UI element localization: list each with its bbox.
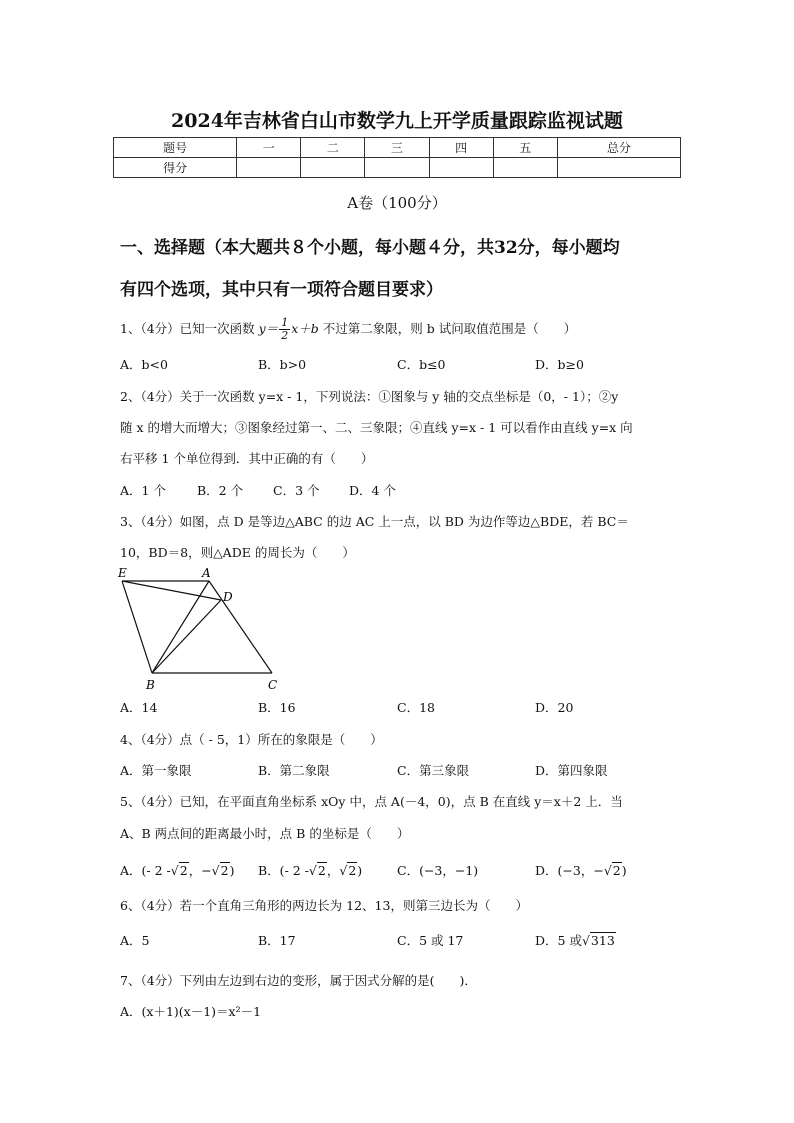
q5-opt-d-pre: D．(−3，− (535, 863, 604, 878)
q5-opt-b-sqrt2: 2 (348, 863, 357, 878)
q4-option-d: D．第四象限 (535, 763, 608, 778)
score-input-cell (301, 158, 365, 178)
segment-bd (152, 600, 221, 673)
question-6-line1: 6、（4分）若一个直角三角形的两边长为 12、13，则第三边长为（ ） (120, 898, 528, 913)
table-cell: 三 (365, 138, 429, 158)
q1-frac-num: 1 (281, 316, 289, 329)
question-5-line2: A、B 两点间的距离最小时，点 B 的坐标是（ ） (120, 826, 410, 841)
part1-heading-line2: 有四个选项，其中只有一项符合题目要求） (120, 280, 443, 300)
q3-option-c: C．18 (397, 700, 435, 715)
segment-ac (209, 581, 272, 673)
score-input-cell (365, 158, 429, 178)
q6-option-c: C．5 或 17 (397, 933, 464, 948)
q5-opt-b-pre: B．(- 2 - (258, 863, 309, 878)
q7-option-a: A．(x＋1)(x－1)＝x²－1 (120, 1004, 262, 1019)
q5-option-c: C．(−3，−1) (397, 863, 479, 878)
table-cell: 得分 (114, 158, 237, 178)
q3-figure (112, 563, 287, 693)
q5-opt-d-sqrt: 2 (612, 863, 621, 878)
q5-opt-b-sqrt1: 2 (317, 863, 326, 878)
question-3-line2: 10，BD＝8，则△ADE 的周长为（ ） (120, 545, 355, 560)
q1-y-eq: y＝ (258, 321, 279, 336)
score-input-cell (429, 158, 493, 178)
label-a: A (202, 566, 211, 580)
question-7-line1: 7、（4分）下列由左边到右边的变形，属于因式分解的是( )． (120, 973, 477, 988)
page-title: 2024年吉林省白山市数学九上开学质量跟踪监视试题 (171, 110, 623, 132)
q5-option-b: B．(- 2 -√2，√2) (258, 863, 363, 878)
q5-opt-a-pre: A．(- 2 - (120, 863, 171, 878)
label-e: E (118, 566, 127, 580)
table-cell: 二 (301, 138, 365, 158)
q5-opt-b-end: ) (357, 863, 363, 878)
q1-suffix: 不过第二象限，则 b 试问取值范围是（ ） (322, 321, 577, 336)
q5-opt-b-mid: ， (326, 863, 340, 878)
q1-prefix: 1、（4分）已知一次函数 (120, 321, 255, 336)
label-c: C (268, 678, 278, 692)
q1-option-d: D．b≥0 (535, 357, 584, 372)
q6-option-a: A．5 (120, 933, 150, 948)
question-2-line1: 2、（4分）关于一次函数 y=x - 1，下列说法：①图象与 y 轴的交点坐标是（0，- 1）；②y (120, 389, 619, 404)
q5-opt-a-sqrt2: 2 (220, 863, 229, 878)
table-cell: 总分 (557, 138, 680, 158)
q3-option-d: D．20 (535, 700, 574, 715)
q5-option-d: D．(−3，−√2) (535, 863, 627, 878)
segment-ab (152, 581, 209, 673)
score-table (113, 137, 681, 178)
q1-option-c: C．b≤0 (397, 357, 446, 372)
q4-option-c: C．第三象限 (397, 763, 470, 778)
q2-option-a: A．1 个 (120, 483, 166, 498)
q3-option-b: B．16 (258, 700, 296, 715)
label-d: D (223, 590, 233, 604)
q5-option-a: A．(- 2 -√2，−√2) (120, 863, 235, 878)
q4-option-a: A．第一象限 (120, 763, 192, 778)
label-b: B (146, 678, 155, 692)
q6-option-d: D．5 或√313 (535, 933, 615, 948)
score-table-score-row (114, 158, 681, 178)
q5-opt-a-end: ) (229, 863, 235, 878)
question-3-line1: 3、（4分）如图，点 D 是等边△ABC 的边 AC 上一点，以 BD 为边作等边△BDE，若 BC＝ (120, 514, 629, 529)
q5-opt-d-end: ) (621, 863, 627, 878)
score-table-header-row (114, 138, 681, 158)
q6-opt-d-pre: D．5 或 (535, 933, 582, 948)
table-cell: 一 (237, 138, 301, 158)
q2-option-b: B．2 个 (197, 483, 244, 498)
q6-option-b: B．17 (258, 933, 296, 948)
score-input-cell (557, 158, 680, 178)
q1-fraction (279, 317, 290, 342)
score-input-cell (493, 158, 557, 178)
table-cell: 题号 (114, 138, 237, 158)
q6-opt-d-sqrt: 313 (590, 933, 615, 948)
q5-opt-a-mid: ，− (188, 863, 212, 878)
section-a-heading: A卷（100分） (347, 194, 447, 212)
q5-opt-a-sqrt1: 2 (179, 863, 188, 878)
q1-option-a: A．b<0 (120, 357, 168, 372)
segment-ed (122, 581, 221, 600)
segment-eb (122, 581, 152, 673)
question-4-line1: 4、（4分）点（ - 5，1）所在的象限是（ ） (120, 732, 383, 747)
q1-frac-den: 2 (281, 329, 289, 342)
part1-heading-line1: 一、选择题（本大题共８个小题，每小题４分，共32分，每小题均 (120, 238, 620, 258)
score-input-cell (237, 158, 301, 178)
q3-option-a: A．14 (120, 700, 158, 715)
table-cell: 四 (429, 138, 493, 158)
question-1 (120, 317, 576, 342)
question-2-line2: 随 x 的增大而增大；③图象经过第一、二、三象限；④直线 y=x - 1 可以看作由直线 y=x 向 (120, 420, 633, 435)
q1-option-b: B．b>0 (258, 357, 307, 372)
q4-option-b: B．第二象限 (258, 763, 330, 778)
q2-option-c: C．3 个 (273, 483, 320, 498)
q1-tail-expr: x＋b (291, 321, 319, 336)
question-2-line3: 右平移 1 个单位得到．其中正确的有（ ） (120, 451, 374, 466)
q2-option-d: D．4 个 (349, 483, 396, 498)
question-5-line1: 5、（4分）已知，在平面直角坐标系 xOy 中，点 A(－4，0)，点 B 在直线 y＝x＋2 上．当 (120, 794, 623, 809)
table-cell: 五 (493, 138, 557, 158)
